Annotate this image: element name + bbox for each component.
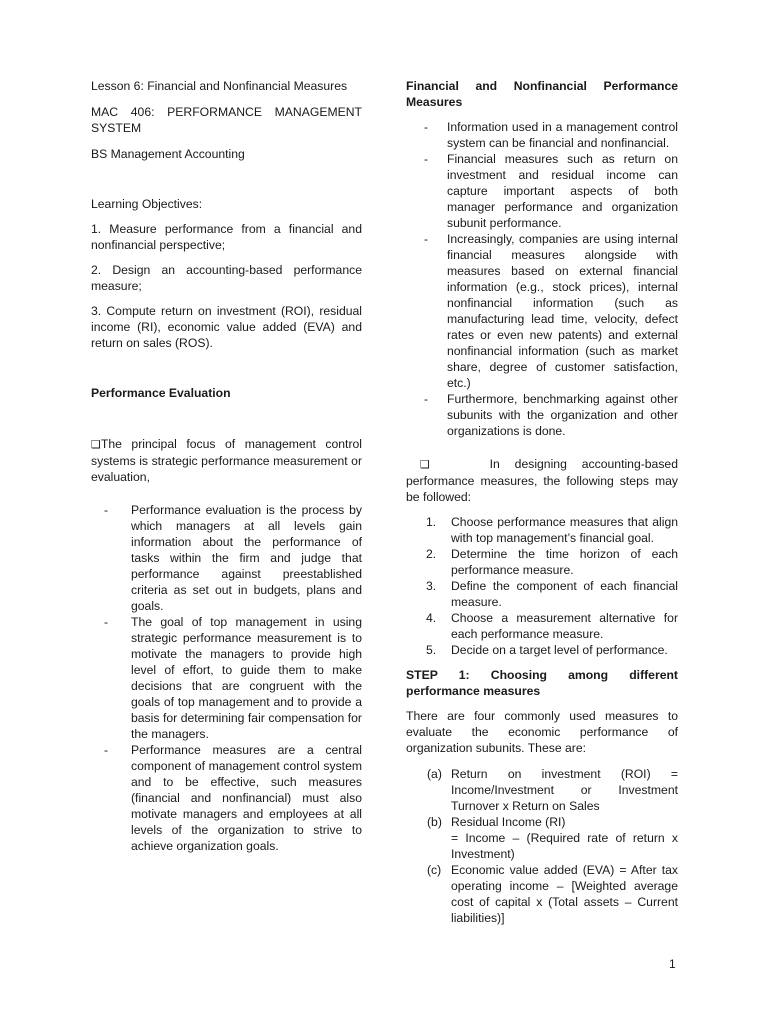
step-text: Choose performance measures that align with top management’s financial goal. [451, 515, 678, 545]
formula-letter: (a) [427, 767, 442, 781]
design-step [406, 578, 678, 610]
evaluation-bullet-list [91, 502, 362, 854]
lesson-title: Lesson 6: Financial and Nonfinancial Measures [91, 79, 348, 93]
right-column [406, 78, 678, 926]
measures-bullet: - Financial measures such as return on investment and residual income can capture important aspects of both manager performance and organization subunit performance. [406, 151, 678, 231]
course-title: MAC 406: PERFORMANCE MANAGEMENT SYSTEM [91, 105, 362, 135]
evaluation-heading: Performance Evaluation [91, 386, 231, 400]
step1-intro: There are four commonly used measures to evaluate the economic performance of organization subunits. These are: [406, 709, 678, 755]
objective-2: 2. Design an accounting-based performance measure; [91, 263, 362, 293]
evaluation-bullet: - Performance measures are a central component of management control system and to be effective, such measures (financial and nonfinancial) must also motivate managers and employees at all levels of the organization to strive to achieve organization goals. [91, 742, 362, 854]
formula-item-ri [406, 814, 678, 862]
objectives-heading: Learning Objectives: [91, 197, 203, 211]
step-number: 5. [426, 643, 437, 657]
left-column [91, 78, 362, 854]
measures-bullet: - Furthermore, benchmarking against other subunits with the organization and other organizations is done. [406, 391, 678, 439]
step1-heading: STEP 1: Choosing among different performance measures [406, 668, 678, 698]
formula-letter: (c) [427, 863, 442, 877]
formula-letter: (b) [427, 815, 442, 829]
evaluation-bullet: - Performance evaluation is the process by which managers at all levels gain information about the performance of tasks within the firm and judge that performance against preestablished criteria as set out in budgets, plans and goals. [91, 502, 362, 614]
measures-bullet: - Information used in a management control system can be financial and nonfinancial. [406, 119, 678, 151]
design-step [406, 610, 678, 642]
formula-text: Residual Income (RI) [451, 815, 566, 829]
design-steps-list [406, 514, 678, 658]
principal-focus [91, 436, 362, 485]
measures-formula-list [406, 766, 678, 926]
formula-text: Return on investment (ROI) = Income/Investment or Investment Turnover x Return on Sales [451, 767, 678, 813]
formula-text: = Income – (Required rate of return x Investment) [451, 831, 678, 861]
step-text: Define the component of each financial measure. [451, 579, 678, 609]
checkbox-bullet-icon: ❑ [420, 459, 430, 471]
design-step [406, 514, 678, 546]
objective-3: 3. Compute return on investment (ROI), residual income (RI), economic value added (EVA) and return on sales (ROS). [91, 304, 362, 350]
page-number: 1 [669, 957, 676, 971]
principal-focus-text: The principal focus of management control systems is strategic performance measurement or evaluation, [91, 437, 362, 484]
measures-bullet: - Increasingly, companies are using internal financial measures alongside with measures based on external financial information (e.g., stock prices), internal nonfinancial information (such as manufacturing lead time, velocity, defect rates or even new patents) and external nonfinancial information (such as market share, degree of customer satisfaction, etc.) [406, 231, 678, 391]
formula-item-eva [406, 862, 678, 926]
measures-heading: Financial and Nonfinancial Performance Measures [406, 79, 678, 109]
objective-1: 1. Measure performance from a financial and nonfinancial perspective; [91, 222, 362, 252]
step-number: 1. [426, 515, 437, 529]
evaluation-bullet: - The goal of top management in using strategic performance measurement is to motivate the managers to provide high level of effort, to guide them to make decisions that are congruent with the goals of top management and to provide a basis for determining fair compensation for the managers. [91, 614, 362, 742]
designing-intro-text: In designing accounting-based performance measures, the following steps may be followed: [406, 457, 678, 504]
formula-text: Economic value added (EVA) = After tax operating income – [Weighted average cost of capital x (Total assets – Current liabilities)] [451, 863, 678, 925]
designing-intro [406, 456, 678, 505]
formula-item-roi [406, 766, 678, 814]
step-text: Determine the time horizon of each performance measure. [451, 547, 678, 577]
step-number: 2. [426, 547, 437, 561]
program-name: BS Management Accounting [91, 147, 245, 161]
design-step [406, 642, 678, 658]
measures-bullet-list [406, 119, 678, 439]
step-text: Choose a measurement alternative for each performance measure. [451, 611, 678, 641]
step-text: Decide on a target level of performance. [451, 643, 668, 657]
step-number: 4. [426, 611, 437, 625]
step-number: 3. [426, 579, 437, 593]
design-step [406, 546, 678, 578]
checkbox-bullet-icon: ❑ [91, 439, 101, 451]
